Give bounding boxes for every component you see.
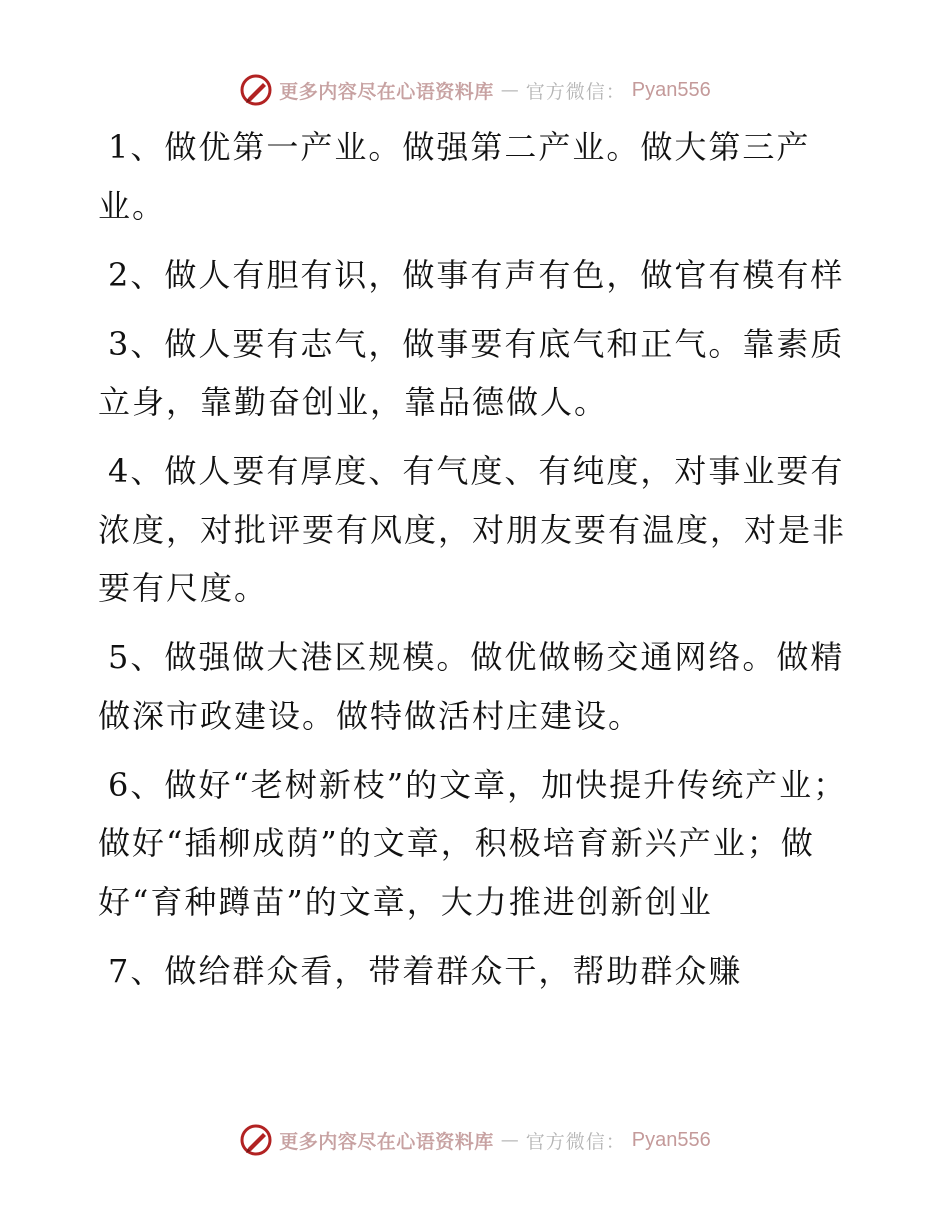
- header-banner: [239, 73, 711, 107]
- footer-banner: [239, 1123, 711, 1157]
- header-banner-main: 更多内容尽在心语资料库: [279, 80, 494, 103]
- footer-banner-id: Pyan556: [631, 1128, 711, 1151]
- item-text: 做人有胆有识，做事有声有色，做官有模有样: [164, 255, 845, 294]
- item-number: 6、: [108, 765, 165, 804]
- header-banner-separator: —: [500, 79, 519, 101]
- pen-logo-icon: [239, 73, 273, 107]
- item-number: 3、: [108, 324, 165, 363]
- item-text: 做人要有志气，做事要有底气和正气。靠素质立身，靠勤奋创业，靠品德做人。: [98, 324, 845, 421]
- header-banner-contact: 官方微信：: [525, 80, 626, 103]
- item-number: 7、: [108, 951, 165, 990]
- pen-logo-icon: [239, 1123, 273, 1157]
- list-item: [98, 118, 858, 235]
- list-item: [98, 315, 858, 432]
- item-number: 5、: [108, 638, 165, 676]
- footer-banner-main: 更多内容尽在心语资料库: [279, 1130, 494, 1153]
- item-text: 做好“老树新枝”的文章，加快提升传统产业；做好“插柳成荫”的文章，积极培育新兴产业；做好“育种蹲苗”的文章，大力推进创新创业: [98, 765, 848, 921]
- item-number: 1、: [108, 128, 165, 166]
- header-banner-id: Pyan556: [631, 78, 711, 101]
- list-item: [98, 942, 858, 1001]
- document-body: [98, 118, 858, 1011]
- page-header: [0, 70, 950, 110]
- list-item: [98, 246, 858, 305]
- footer-banner-contact: 官方微信：: [525, 1130, 626, 1153]
- item-number: 2、: [108, 255, 165, 294]
- item-text: 做强做大港区规模。做优做畅交通网络。做精做深市政建设。做特做活村庄建设。: [98, 638, 845, 735]
- footer-banner-separator: —: [500, 1129, 519, 1151]
- list-item: [98, 442, 858, 618]
- item-text: 做优第一产业。做强第二产业。做大第三产业。: [98, 128, 811, 225]
- item-text: 做给群众看，带着群众干，帮助群众赚: [164, 951, 743, 990]
- item-text: 做人要有厚度、有气度、有纯度，对事业要有浓度，对批评要有风度，对朋友要有温度，对是非要有尺度。: [98, 452, 847, 607]
- list-item: [98, 756, 858, 932]
- page-footer: [0, 1120, 950, 1160]
- item-number: 4、: [108, 452, 165, 490]
- list-item: [98, 628, 858, 745]
